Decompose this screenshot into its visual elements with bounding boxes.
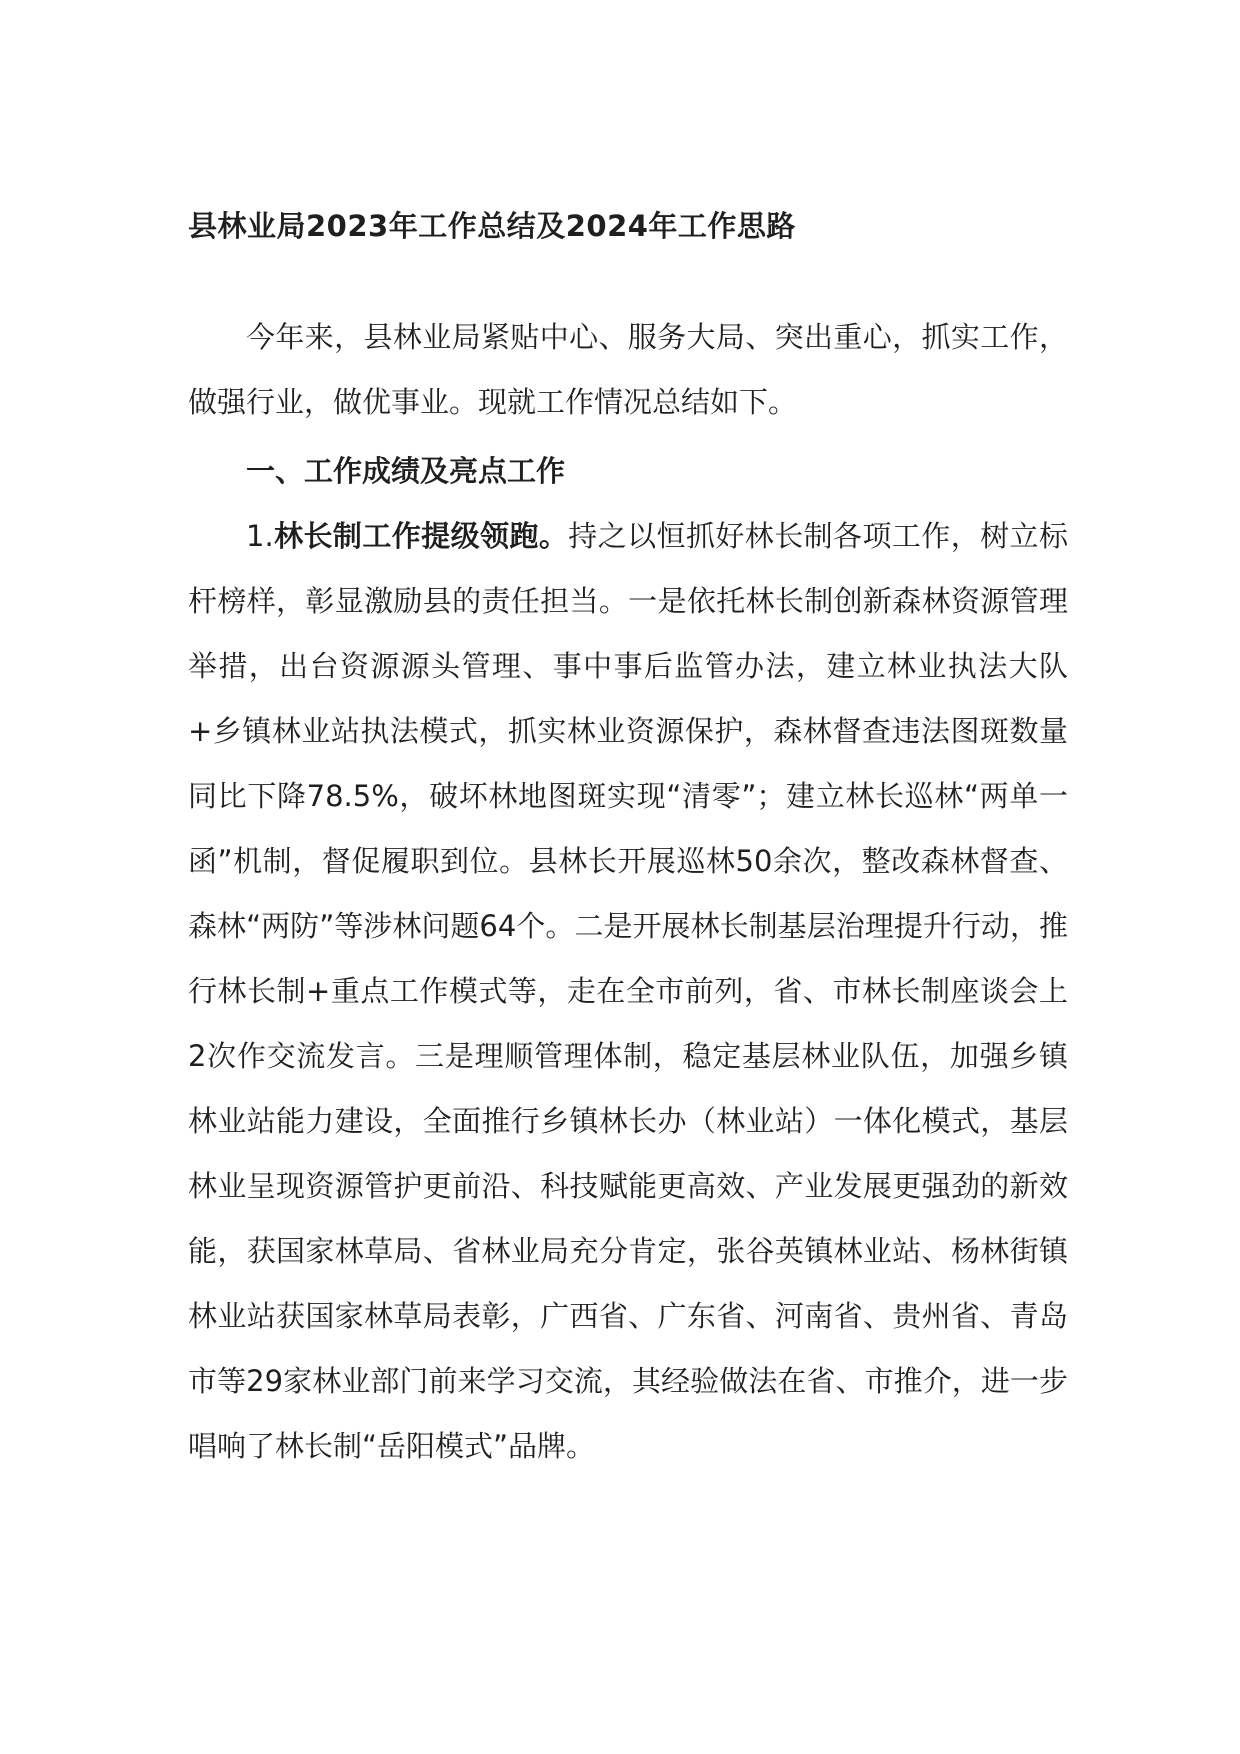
intro-paragraph: 今年来，县林业局紧贴中心、服务大局、突出重心，抓实工作，做强行业，做优事业。现就工作情况总结如下。: [188, 320, 1068, 419]
item-1-paragraph: [188, 504, 1068, 1479]
section-heading: 一、工作成绩及亮点工作: [246, 454, 566, 488]
document-title: 县林业局2023年工作总结及2024年工作思路: [188, 209, 796, 243]
item-1-text: 持之以恒抓好林长制各项工作，树立标杆榜样，彰显激励县的责任担当。一是依托林长制创新森林资源管理举措，出台资源源头管理、事中事后监管办法，建立林业执法大队+乡镇林业站执法模式，抓实林业资源保护，森林督查违法图斑数量同比下降78.5%，破坏林地图斑实现“清零”；建立林长巡林“两单一函”机制，督促履职到位。县林长开展巡林50余次，整改森林督查、森林“两防”等涉林问题64个。二是开展林长制基层治理提升行动，推行林长制+重点工作模式等，走在全市前列，省、市林长制座谈会上2次作交流发言。三是理顺管理体制，稳定基层林业队伍，加强乡镇林业站能力建设，全面推行乡镇林长办（林业站）一体化模式，基层林业呈现资源管护更前沿、科技赋能更高效、产业发展更强劲的新效能，获国家林草局、省林业局充分肯定，张谷英镇林业站、杨林街镇林业站获国家林草局表彰，广西省、广东省、河南省、贵州省、青岛市等29家林业部门前来学习交流，其经验做法在省、市推介，进一步唱响了林长制“岳阳模式”品牌。: [188, 519, 1068, 1463]
item-1-lead: 林长制工作提级领跑。: [273, 519, 569, 553]
item-1-number: 1.: [246, 519, 274, 553]
